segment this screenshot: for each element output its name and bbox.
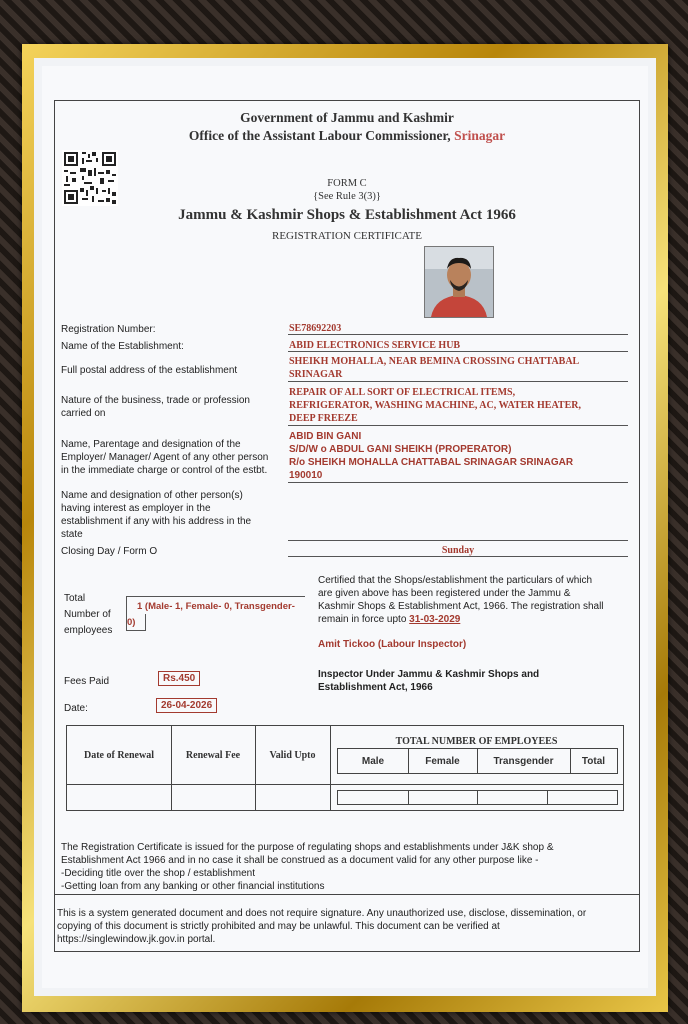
employer-line-2: S/D/W o ABDUL GANI SHEIKH (PROPERATOR) <box>289 444 512 455</box>
certification-line-4-prefix: remain in force upto <box>318 614 407 625</box>
data-divider-2 <box>477 791 478 804</box>
registration-number-underline <box>288 334 628 335</box>
col-transgender: Transgender <box>493 756 554 767</box>
other-persons-underline <box>288 540 628 541</box>
business-label-1: Nature of the business, trade or profession <box>61 395 250 406</box>
footer-para1-line3: -Deciding title over the shop / establishment <box>61 868 255 879</box>
fees-value: Rs.450 <box>158 671 200 686</box>
certification-line-1: Certified that the Shops/establishment the particulars of which <box>318 575 593 586</box>
address-line-1: SHEIKH MOHALLA, NEAR BEMINA CROSSING CHATTABAL <box>289 356 580 367</box>
other-persons-label-1: Name and designation of other person(s) <box>61 490 243 501</box>
employees-value-2: 0) <box>127 617 136 628</box>
certification-line-2: are given above has been registered under the Jammu & <box>318 588 571 599</box>
business-line-2: REFRIGERATOR, WASHING MACHINE, AC, WATER HEATER, <box>289 400 581 411</box>
renewal-table <box>66 725 624 811</box>
renewal-col-divider-2 <box>255 726 256 810</box>
registration-number-label: Registration Number: <box>61 324 156 335</box>
valid-until-date: 31-03-2029 <box>409 614 461 625</box>
footer-para2-line2: copying of this document is strictly prohibited and may be unlawful. This document can be verified at <box>57 921 500 932</box>
other-persons-label-2: having interest as employer in the <box>61 503 211 514</box>
establishment-label: Name of the Establishment: <box>61 341 184 352</box>
certification-line-4 <box>318 613 460 626</box>
rule-reference: {See Rule 3(3)} <box>313 191 381 202</box>
col-date-of-renewal: Date of Renewal <box>84 750 154 761</box>
date-value: 26-04-2026 <box>156 698 217 713</box>
certificate-title: REGISTRATION CERTIFICATE <box>272 230 422 242</box>
business-label-2: carried on <box>61 408 106 419</box>
employer-line-3: R/o SHEIKH MOHALLA CHATTABAL SRINAGAR SRINAGAR <box>289 457 574 468</box>
employee-data-row <box>337 790 618 805</box>
footer-para2-line3: https://singlewindow.jk.gov.in portal. <box>57 934 216 945</box>
inspector-title-2: Establishment Act, 1966 <box>318 682 433 693</box>
other-persons-label-3: establishment if any with his address in the <box>61 516 252 527</box>
employer-underline <box>288 482 628 483</box>
date-label: Date: <box>64 703 88 714</box>
form-label: FORM C <box>327 178 367 189</box>
col-total: Total <box>581 756 606 767</box>
other-persons-label-4: state <box>61 529 83 540</box>
footer-para2-line1: This is a system generated document and does not require signature. Any unauthorized use, disclose, dissemination, or <box>57 908 587 919</box>
col-valid-upto: Valid Upto <box>269 750 316 761</box>
employees-label-1: Total <box>64 593 86 604</box>
footer-para1-line2: Establishment Act 1966 and in no case it shall be construed as a document valid for any other purpose like - <box>61 855 539 866</box>
address-label: Full postal address of the establishment <box>61 365 238 376</box>
establishment-underline <box>288 351 628 352</box>
employees-label-2: Number of <box>64 609 111 620</box>
address-underline <box>288 381 628 382</box>
office-city: Srinagar <box>454 128 506 143</box>
act-title: Jammu & Kashmir Shops & Establishment Act 1966 <box>178 207 516 223</box>
office-prefix: Office of the Assistant Labour Commissioner, <box>188 128 451 143</box>
inspector-name: Amit Tickoo (Labour Inspector) <box>318 639 467 650</box>
data-divider-3 <box>547 791 548 804</box>
footer-para1-line4: -Getting loan from any banking or other financial institutions <box>61 881 325 892</box>
renewal-col-divider-1 <box>171 726 172 810</box>
closing-day-value: Sunday <box>441 545 475 556</box>
business-underline <box>288 425 628 426</box>
employer-line-4: 190010 <box>289 470 323 481</box>
col-female: Female <box>425 756 460 767</box>
col-male: Male <box>361 756 385 767</box>
renewal-table-divider <box>67 784 623 785</box>
employer-label-2: Employer/ Manager/ Agent of any other person <box>61 452 269 463</box>
office-title <box>54 128 640 144</box>
employee-subheader-box <box>337 748 618 774</box>
certification-line-3: Kashmir Shops & Establishment Act, 1966. The registration shall <box>318 601 604 612</box>
closing-day-label: Closing Day / Form O <box>61 546 158 557</box>
employer-label-3: in the immediate charge or control of the estbt. <box>61 465 268 476</box>
registration-number-value: SE78692203 <box>289 323 342 334</box>
establishment-value: ABID ELECTRONICS SERVICE HUB <box>289 340 461 351</box>
col-renewal-fee: Renewal Fee <box>185 750 241 761</box>
footer-divider <box>54 894 640 895</box>
address-line-2: SRINAGAR <box>289 369 343 380</box>
fees-label: Fees Paid <box>64 676 110 687</box>
inspector-title-1: Inspector Under Jammu & Kashmir Shops and <box>318 669 540 680</box>
business-line-3: DEEP FREEZE <box>289 413 358 424</box>
business-line-1: REPAIR OF ALL SORT OF ELECTRICAL ITEMS, <box>289 387 516 398</box>
employer-label-1: Name, Parentage and designation of the <box>61 439 241 450</box>
total-employees-header: TOTAL NUMBER OF EMPLOYEES <box>395 736 558 747</box>
data-divider-1 <box>408 791 409 804</box>
government-title: Government of Jammu and Kashmir <box>240 110 454 125</box>
footer-para1-line1: The Registration Certificate is issued for the purpose of regulating shops and establishments under J&K shop & <box>61 842 554 853</box>
closing-day-underline <box>288 556 628 557</box>
employer-line-1: ABID BIN GANI <box>289 431 362 442</box>
employees-label-3: employees <box>64 625 113 636</box>
owner-photo <box>424 246 494 318</box>
employees-value-1: 1 (Male- 1, Female- 0, Transgender- <box>137 601 295 612</box>
